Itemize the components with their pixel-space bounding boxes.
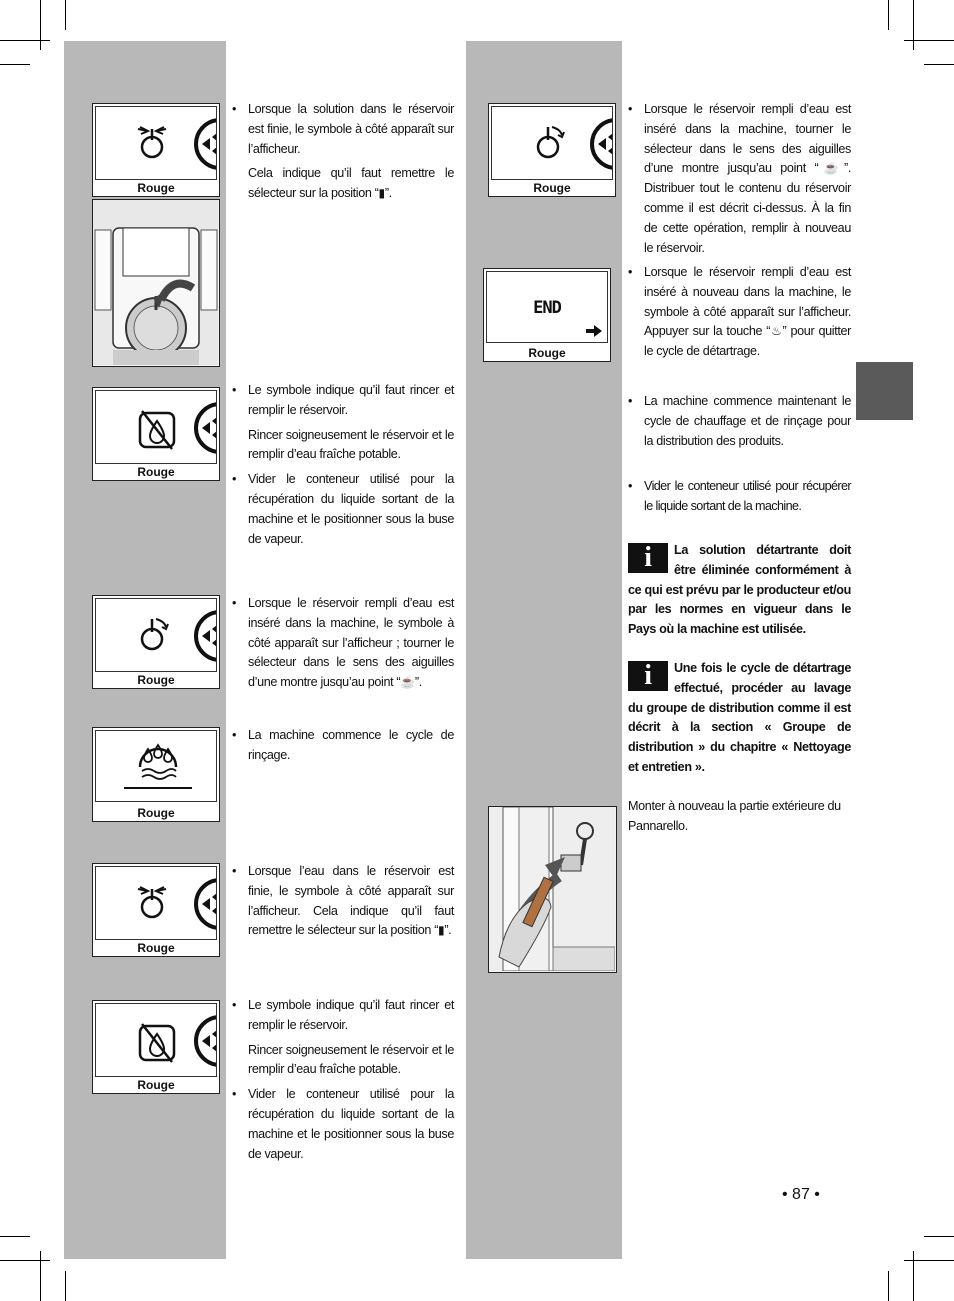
page-number: • 87 • bbox=[782, 1186, 820, 1203]
text: Lorsque le réservoir rempli d’eau est inséré dans la machine, le symbole à côté apparaît sur l’afficheur ; tourner le sélecteur dans le sens des aiguilles d’une montre jusqu’au point “ bbox=[248, 596, 454, 690]
display-panel-water-end bbox=[92, 863, 220, 957]
bullet-item bbox=[232, 594, 454, 693]
text: ”. bbox=[384, 186, 392, 201]
info-icon: i bbox=[628, 661, 668, 691]
crop-mark bbox=[913, 0, 914, 50]
display-screen bbox=[95, 106, 217, 180]
display-screen bbox=[491, 106, 613, 180]
bullet-item: • Vider le conteneur utilisé pour récupérer le liquide sortant de la machine. bbox=[628, 477, 851, 517]
display-screen bbox=[95, 730, 217, 802]
display-screen bbox=[95, 598, 217, 672]
info-note-1 bbox=[628, 541, 851, 640]
pannarello-illustration bbox=[488, 806, 617, 973]
text: Cela indique qu’il faut remettre le sélecteur sur la position “ bbox=[248, 166, 454, 201]
bullet-item: • Lorsque la solution dans le réservoir est finie, le symbole à côté apparaît sur l’afficheur. bbox=[232, 100, 454, 159]
info-text: La solution détartrante doit être éliminée conformément à ce qui est prévu par le producteur et/ou par les normes en vigueur dans le Pays où la machine est utilisée. bbox=[628, 543, 851, 637]
right-block-1 bbox=[628, 100, 851, 258]
paragraph: Monter à nouveau la partie extérieure du Pannarello. bbox=[628, 799, 841, 833]
crop-mark bbox=[0, 64, 30, 65]
display-screen bbox=[95, 1003, 217, 1077]
paragraph: Rincer soigneusement le réservoir et le remplir d’eau fraîche potable. bbox=[248, 1042, 454, 1077]
left-block-3 bbox=[232, 594, 454, 693]
info-text: Une fois le cycle de détartrage effectué, procéder au lavage du groupe de distribution comme il est décrit à la section « Groupe de distribution » du chapitre « Nettoyage et entretien ». bbox=[628, 661, 851, 774]
bullet-item bbox=[628, 263, 851, 362]
panel-caption: Rouge bbox=[137, 941, 175, 955]
crop-mark bbox=[924, 1236, 954, 1237]
crop-mark bbox=[888, 1271, 889, 1301]
rinse-progress-icon bbox=[96, 731, 217, 802]
left-block-2 bbox=[232, 381, 454, 549]
display-panel-rinse bbox=[92, 387, 220, 481]
dial-position-icon: ▮ bbox=[378, 186, 385, 201]
bullet-item: • Le symbole indique qu’il faut rincer et remplir le réservoir. bbox=[232, 996, 454, 1036]
right-block-2 bbox=[628, 263, 851, 362]
display-screen bbox=[95, 866, 217, 940]
crop-mark bbox=[888, 0, 889, 30]
display-panel-rinsing bbox=[92, 727, 220, 822]
right-block-3 bbox=[628, 392, 851, 451]
crop-mark bbox=[913, 1251, 914, 1301]
bullet-item bbox=[628, 100, 851, 258]
crop-mark bbox=[924, 64, 954, 65]
descale-refill-dial-icon bbox=[96, 867, 217, 940]
paragraph bbox=[232, 164, 454, 204]
crop-mark bbox=[0, 40, 50, 41]
display-panel-descale-end bbox=[92, 103, 220, 197]
panel-caption: Rouge bbox=[137, 181, 175, 195]
text: Lorsque le réservoir rempli d’eau est inséré à nouveau dans la machine, le symbole à côté apparaît sur l’afficheur. Appuyer sur la touche “ bbox=[644, 265, 851, 339]
crop-mark bbox=[65, 0, 66, 30]
info-icon: i bbox=[628, 543, 668, 573]
bullet-item: • La machine commence maintenant le cycle de chauffage et de rinçage pour la distribution des produits. bbox=[628, 392, 851, 451]
arrow-right-icon bbox=[585, 324, 603, 338]
rotate-dial-icon bbox=[96, 599, 217, 672]
panel-caption: Rouge bbox=[137, 673, 175, 687]
panel-caption: Rouge bbox=[137, 465, 175, 479]
crop-mark bbox=[904, 1260, 954, 1261]
crop-mark bbox=[904, 40, 954, 41]
text: ” pour quitter le cycle de détartrage. bbox=[644, 324, 851, 359]
panel-caption: Rouge bbox=[137, 806, 175, 820]
display-end-text: END bbox=[533, 298, 561, 318]
left-block-1 bbox=[232, 100, 454, 209]
steam-button-icon: ♨ bbox=[770, 324, 783, 339]
right-gray-column bbox=[466, 41, 622, 1259]
panel-caption: Rouge bbox=[528, 346, 566, 360]
rinse-tank-icon bbox=[96, 391, 217, 464]
left-block-5 bbox=[232, 862, 454, 941]
crop-mark bbox=[40, 1251, 41, 1301]
descale-refill-dial-icon bbox=[96, 107, 217, 180]
right-block-last bbox=[628, 797, 851, 842]
text: ”. bbox=[444, 923, 452, 938]
paragraph: Rincer soigneusement le réservoir et le remplir d’eau fraîche potable. bbox=[248, 427, 454, 462]
pannarello-illustration bbox=[489, 807, 615, 971]
crop-mark bbox=[0, 1260, 50, 1261]
cup-point-icon: ☕ bbox=[400, 675, 415, 690]
left-block-4 bbox=[232, 726, 454, 766]
bullet-item: • La machine commence le cycle de rinçage. bbox=[232, 726, 454, 766]
crop-mark bbox=[40, 0, 41, 50]
crop-mark bbox=[0, 1236, 30, 1237]
display-screen bbox=[486, 271, 608, 343]
info-note-2 bbox=[628, 659, 851, 778]
text: ”. bbox=[414, 675, 422, 690]
display-panel-rotate bbox=[92, 595, 220, 689]
text: ”. Distribuer tout le contenu du réservoir comme il est décrit ci-dessus. À la fin de cette opération, remplir à nouveau le réservoir. bbox=[644, 161, 851, 255]
dial-position-icon: ▮ bbox=[438, 923, 445, 938]
text: Lorsque l’eau dans le réservoir est finie, le symbole à côté apparaît sur l’afficheur. Cela indique qu’il faut remettre le sélecteur sur la position “ bbox=[248, 864, 454, 938]
machine-dial-illustration bbox=[92, 199, 220, 367]
display-panel-rotate-right bbox=[488, 103, 616, 197]
chapter-tab bbox=[856, 362, 913, 420]
bullet-item: • Vider le conteneur utilisé pour la récupération du liquide sortant de la machine et le positionner sous la buse de vapeur. bbox=[232, 1085, 454, 1164]
display-screen bbox=[95, 390, 217, 464]
text: Lorsque le réservoir rempli d’eau est inséré dans la machine, tourner le sélecteur dans le sens des aiguilles d’une montre jusqu’au point “ bbox=[644, 102, 851, 176]
display-panel-end bbox=[483, 268, 611, 362]
machine-dial-illustration bbox=[93, 200, 218, 365]
panel-caption: Rouge bbox=[137, 1078, 175, 1092]
crop-mark bbox=[65, 1271, 66, 1301]
bullet-item: • Vider le conteneur utilisé pour la récupération du liquide sortant de la machine et le positionner sous la buse de vapeur. bbox=[232, 470, 454, 549]
left-block-6 bbox=[232, 996, 454, 1164]
right-block-4 bbox=[628, 477, 851, 517]
panel-caption: Rouge bbox=[533, 181, 571, 195]
rinse-tank-icon bbox=[96, 1004, 217, 1077]
bullet-item: • Le symbole indique qu’il faut rincer et remplir le réservoir. bbox=[232, 381, 454, 421]
bullet-item bbox=[232, 862, 454, 941]
display-panel-rinse-2 bbox=[92, 1000, 220, 1094]
cup-point-icon: ☕ bbox=[818, 161, 844, 176]
rotate-dial-icon bbox=[492, 107, 613, 180]
